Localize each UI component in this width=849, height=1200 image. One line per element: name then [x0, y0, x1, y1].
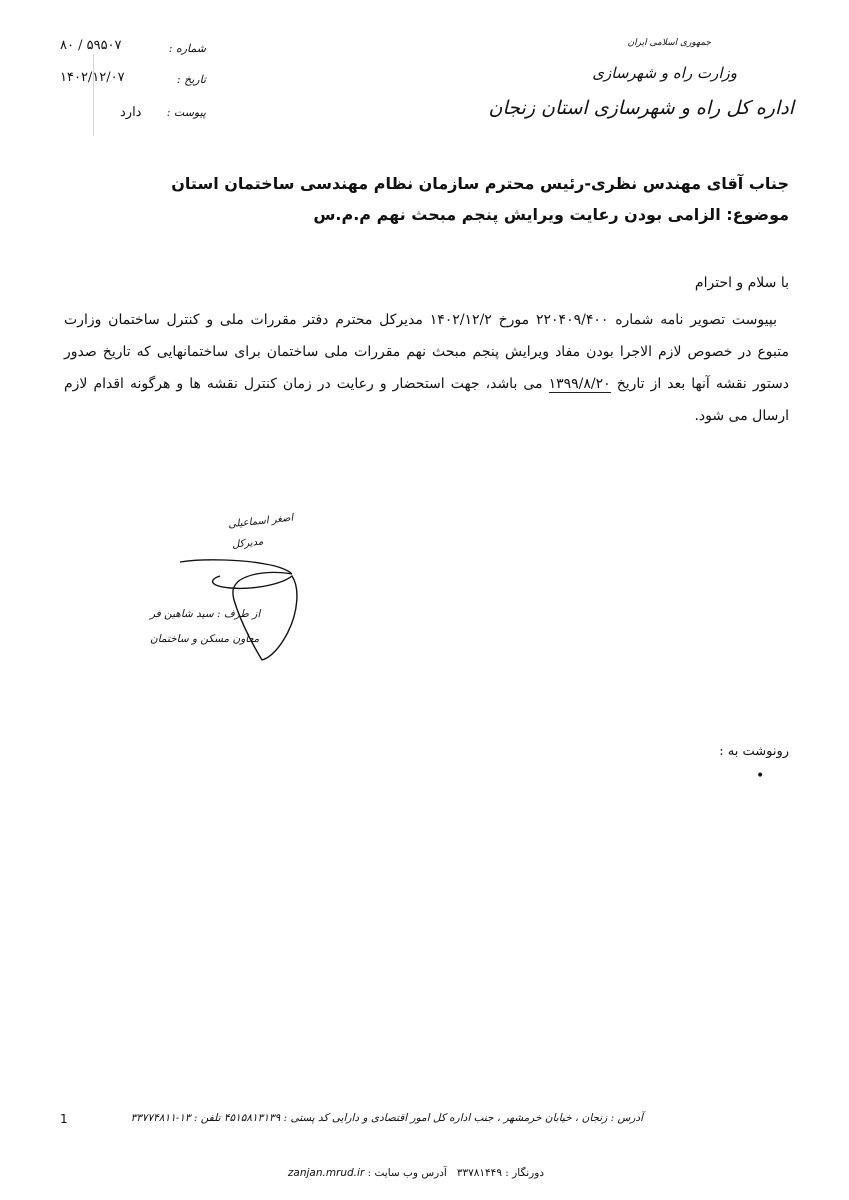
letter-number-value: ۸۰ / ۵۹۵۰۷: [60, 38, 122, 53]
page-number: 1: [60, 1112, 68, 1126]
letter-number-label: شماره :: [168, 42, 206, 55]
copies-label: رونوشت به :: [719, 744, 789, 759]
body-text-part1: بپیوست تصویر نامه شماره ۲۲۰۴۰۹/۴۰۰ مورخ ۱۴۰۲/۱۲/۲ مدیرکل محترم دفتر مقررات ملی و کنترل ساختمان وزارت متبوع در خصوص لازم الاجرا بودن مفاد ویرایش پنجم مبحث نهم مقررات ملی ساختمان برای ساختمانهایی که تاریخ صدور دستور نقشه آنها بعد از تاریخ: [64, 312, 790, 392]
footer-contact: [288, 1167, 544, 1179]
org-line-country: جمهوری اسلامی ایران: [627, 38, 711, 48]
signer-role: معاون مسکن و ساختمان: [150, 633, 260, 645]
letter-date-value: ۱۴۰۲/۱۲/۰۷: [60, 70, 125, 85]
recipient-line: جناب آقای مهندس نظری-رئیس محترم سازمان نظام مهندسی ساختمان استان: [171, 174, 789, 193]
footer-fax: دورنگار : ۳۳۷۸۱۴۴۹: [456, 1167, 544, 1179]
footer-website-label: آدرس وب سایت :: [367, 1167, 447, 1179]
attachment-value: دارد: [120, 105, 142, 120]
body-text-part2: می باشد، جهت استحضار و رعایت در زمان کنترل نقشه ها و هرگونه اقدام لازم ارسال می شود.: [64, 376, 789, 424]
signer-name: اصغر اسماعیلی: [227, 512, 294, 531]
body-reference-date: ۱۳۹۹/۸/۲۰: [548, 376, 611, 392]
signer-title: مدیرکل: [231, 536, 264, 551]
attachment-label: پیوست :: [166, 106, 206, 119]
greeting: با سلام و احترام: [694, 275, 789, 291]
letter-body: [64, 304, 789, 432]
footer-website[interactable]: zanjan.mrud.ir: [287, 1167, 365, 1179]
subject-line: موضوع: الزامی بودن رعایت ویرایش پنجم مبحث نهم م.م.س: [313, 205, 789, 224]
on-behalf-of: از طرف : سید شاهین فر: [150, 608, 261, 620]
header-divider: [93, 54, 94, 136]
footer-address: آدرس : زنجان ، خیابان خرمشهر ، جنب اداره کل امور اقتصادی و دارایی کد پستی : ۴۵۱۵۸۱۳۱۳۹ تلفن : ۱۳-۳۳۷۷۴۸۱۱: [130, 1112, 643, 1124]
letter-date-label: تاریخ :: [176, 73, 206, 86]
copies-bullet: •: [756, 768, 765, 784]
org-line-office: اداره کل راه و شهرسازی استان زنجان: [488, 97, 794, 119]
org-line-ministry: وزارت راه و شهرسازی: [592, 64, 737, 82]
handwritten-signature: [150, 540, 310, 670]
